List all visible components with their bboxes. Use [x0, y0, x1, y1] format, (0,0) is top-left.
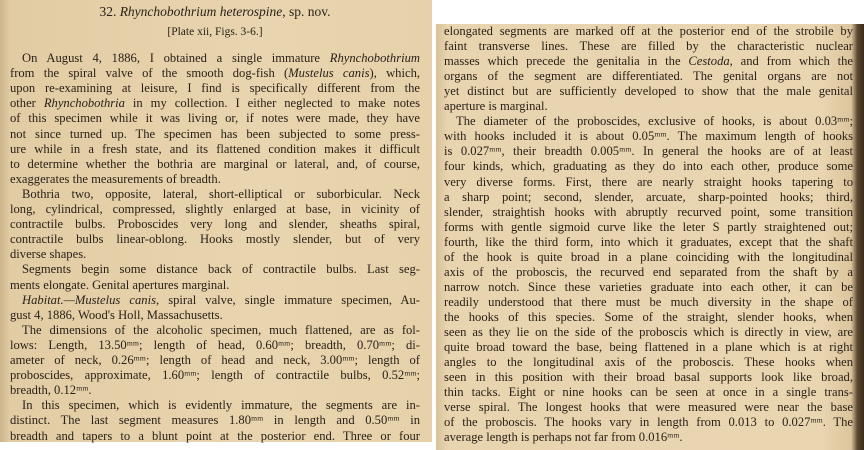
text-line	[444, 430, 853, 445]
text-line	[444, 99, 853, 114]
text-segment: angles to the longitudinal axis of the proboscis. These hooks when	[444, 355, 853, 370]
text-segment: lows: Length, 13.50ᵐᵐ; length of head, 0.60ᵐᵐ; breadth, 0.70ᵐᵐ; di-	[10, 337, 420, 352]
text-line	[444, 190, 853, 205]
text-segment: Segments begin some distance back of contractile bulbs. Last seg-	[22, 262, 420, 277]
text-segment: ameter of neck, 0.26ᵐᵐ; length of head and neck, 3.00ᵐᵐ; length of	[10, 353, 420, 367]
text-segment: , sp. nov.	[282, 4, 331, 19]
text-line	[444, 175, 853, 190]
text-line	[444, 24, 853, 39]
text-line	[444, 355, 853, 370]
text-segment: ), which,	[369, 66, 421, 81]
text-line	[444, 84, 853, 99]
text-segment: not since turned up. The specimen has been subjected to some press-	[10, 126, 420, 141]
text-line	[444, 265, 853, 280]
text-line	[10, 127, 420, 142]
italic-text: Rhynchobothrium	[329, 51, 420, 65]
text-line	[444, 310, 853, 325]
text-segment: exaggerates the measurements of breadth.	[10, 171, 221, 186]
text-segment: contractile bulbs. Proboscides very long and slender, sheaths spiral,	[10, 217, 420, 232]
italic-text: Habitat.—Mustelus canis	[22, 292, 156, 307]
text-line	[10, 262, 420, 277]
text-line	[444, 39, 853, 54]
text-segment: aperture is marginal.	[444, 99, 548, 114]
text-line	[10, 383, 420, 398]
section-heading	[10, 4, 420, 19]
text-line	[10, 308, 420, 323]
text-segment: long, cylindrical, compressed, slightly enlarged at base, in vicinity of	[10, 202, 420, 216]
italic-text: Cestoda	[688, 54, 730, 69]
text-segment: of this specimen while it was living or, if notes were made, they have	[10, 111, 420, 126]
text-segment: narrow notch. Since these varieties graduate into each other, it can be	[444, 279, 853, 294]
text-line	[444, 400, 853, 415]
text-line	[444, 340, 853, 355]
plate-reference	[10, 25, 420, 40]
text-line	[444, 144, 853, 159]
text-line	[10, 338, 420, 353]
text-line	[10, 429, 420, 444]
text-segment: , spiral valve, single immature specimen, Au-	[155, 292, 420, 307]
text-segment: ure while in a fresh state, and its flattened condition makes it difficult	[10, 141, 420, 156]
text-segment: other	[10, 96, 44, 111]
text-line	[444, 415, 853, 430]
text-segment: to determine whether the bothria are marginal or lateral, and, of course,	[10, 156, 420, 171]
text-segment: thin tacks. Eight or nine hooks can be seen at once in a single trans-	[444, 385, 853, 400]
text-segment: seen as they lie on the side of the proboscis which is directly in view, are	[444, 325, 853, 339]
text-line	[444, 69, 853, 84]
text-segment: In this specimen, which is evidently immature, the segments are in-	[22, 398, 420, 413]
text-segment: proboscides, approximate, 1.60ᵐᵐ; length of contractile bulbs, 0.52ᵐᵐ;	[10, 368, 420, 383]
text-line	[10, 96, 420, 111]
text-segment: verse spiral. The longest hooks that were measured were near the base	[444, 400, 853, 415]
text-line	[10, 217, 420, 232]
text-segment: [Plate xii, Figs. 3-6.]	[167, 26, 263, 38]
text-line	[10, 66, 420, 81]
text-segment: diverse shapes.	[10, 247, 87, 262]
text-segment: a sharp point; second, slender, arcuate, sharp-pointed hooks; third,	[444, 189, 853, 204]
text-line	[444, 370, 853, 385]
text-line	[444, 159, 853, 174]
text-line	[10, 413, 420, 428]
text-segment: the hooks of this species. Some of the straight, slender hooks, when	[444, 309, 853, 324]
text-segment: The diameter of the proboscides, exclusive of hooks, is about 0.03ᵐᵐ;	[456, 114, 853, 129]
text-line	[444, 295, 853, 310]
text-line	[10, 81, 420, 96]
text-segment: very diverse forms. First, there are nearly straight hooks tapering to	[444, 174, 853, 189]
text-line	[10, 202, 420, 217]
text-segment: from the spiral valve of the smooth dog-fish (	[10, 66, 289, 81]
text-segment: slender, straightish hooks with abruptly recurved point, some transition	[444, 204, 853, 219]
text-segment: readily understood that there must be much diversity in the shape of	[444, 294, 853, 309]
text-line	[10, 398, 420, 413]
text-segment: fourth, like the third form, into which it graduates, except that the shaft	[444, 234, 853, 249]
text-line	[10, 278, 420, 293]
text-segment: upon re-examining at leisure, I find is specifically different from the	[10, 81, 420, 96]
text-segment: ments elongate. Genital apertures marginal.	[10, 277, 230, 292]
text-segment: seen in this position with their broad basal supports look like broad,	[444, 370, 853, 385]
text-segment: breadth, 0.12ᵐᵐ.	[10, 383, 92, 398]
italic-text: Rhynchobothria	[43, 96, 125, 111]
text-line	[444, 54, 853, 69]
text-segment: of the proboscis. The hooks vary in length from 0.013 to 0.027ᵐᵐ. The	[444, 415, 853, 430]
text-segment: 32.	[99, 4, 120, 19]
text-line	[10, 142, 420, 157]
text-segment: , and from which the	[729, 54, 853, 69]
right-page	[436, 24, 864, 450]
text-segment: Bothria two, opposite, lateral, short-elliptical or suborbicular. Neck	[22, 186, 420, 201]
text-segment: is 0.027ᵐᵐ, their breadth 0.005ᵐᵐ. In general the hooks are of at least	[444, 144, 853, 159]
text-line	[444, 114, 853, 129]
text-line	[444, 220, 853, 235]
text-line	[10, 323, 420, 338]
text-segment: organs of the segment are differentiated. The genital organs are not	[444, 69, 853, 84]
text-segment: masses which precede the genitalia in the	[444, 54, 689, 69]
text-line	[10, 172, 420, 187]
text-line	[10, 247, 420, 262]
text-segment: average length is perhaps not far from 0.016ᵐᵐ.	[444, 430, 683, 445]
text-segment: The dimensions of the alcoholic specimen, much flattened, are as fol-	[22, 322, 420, 337]
text-segment: yet distinct but are sufficiently developed to show that the male genital	[444, 84, 853, 99]
text-segment: axis of the proboscis, the recurved end separated from the shaft by a	[444, 264, 853, 279]
text-segment: contractile bulbs linear-oblong. Hooks mostly slender, but of very	[10, 232, 420, 247]
text-line	[10, 51, 420, 66]
text-line	[444, 385, 853, 400]
text-line	[10, 111, 420, 126]
text-line	[10, 157, 420, 172]
text-segment: four kinds, which, graduating as they do into each other, produce some	[444, 159, 853, 174]
text-segment: distinct. The last segment measures 1.80ᵐᵐ in length and 0.50ᵐᵐ in	[10, 413, 420, 428]
text-line	[10, 187, 420, 202]
text-line	[10, 368, 420, 383]
text-line	[10, 232, 420, 247]
italic-text: Mustelus canis	[288, 66, 370, 81]
text-segment: with hooks included it is about 0.05ᵐᵐ. The maximum length of hooks	[444, 129, 853, 144]
text-segment: quite broad toward the base, being flattened in a plane which is at right	[444, 340, 853, 355]
text-line	[444, 129, 853, 144]
text-segment: faint transverse lines. These are filled by the characteristic nuclear	[444, 39, 853, 54]
text-segment: On August 4, 1886, I obtained a single immature	[22, 51, 330, 65]
text-line	[444, 280, 853, 295]
text-line	[10, 353, 420, 368]
text-line	[444, 235, 853, 250]
text-segment: forms with gentle sigmoid curve like the leter S partly straightened out;	[444, 219, 853, 234]
text-line	[444, 325, 853, 340]
text-segment: of the hook is quite broad in a plane coinciding with the longitudinal	[444, 249, 853, 264]
text-line	[444, 250, 853, 265]
italic-text: Rhynchobothrium heterospine	[119, 4, 283, 19]
text-line	[10, 293, 420, 308]
text-line	[444, 205, 853, 220]
text-segment: in my collection. I either neglected to make notes	[124, 96, 420, 111]
left-page	[0, 0, 432, 442]
text-segment: breadth and tapers to a blunt point at the posterior end. Three or four	[10, 428, 420, 443]
text-segment: elongated segments are marked off at the posterior end of the strobile by	[444, 24, 853, 38]
text-segment: gust 4, 1886, Wood's Holl, Massachusetts.	[10, 307, 223, 322]
